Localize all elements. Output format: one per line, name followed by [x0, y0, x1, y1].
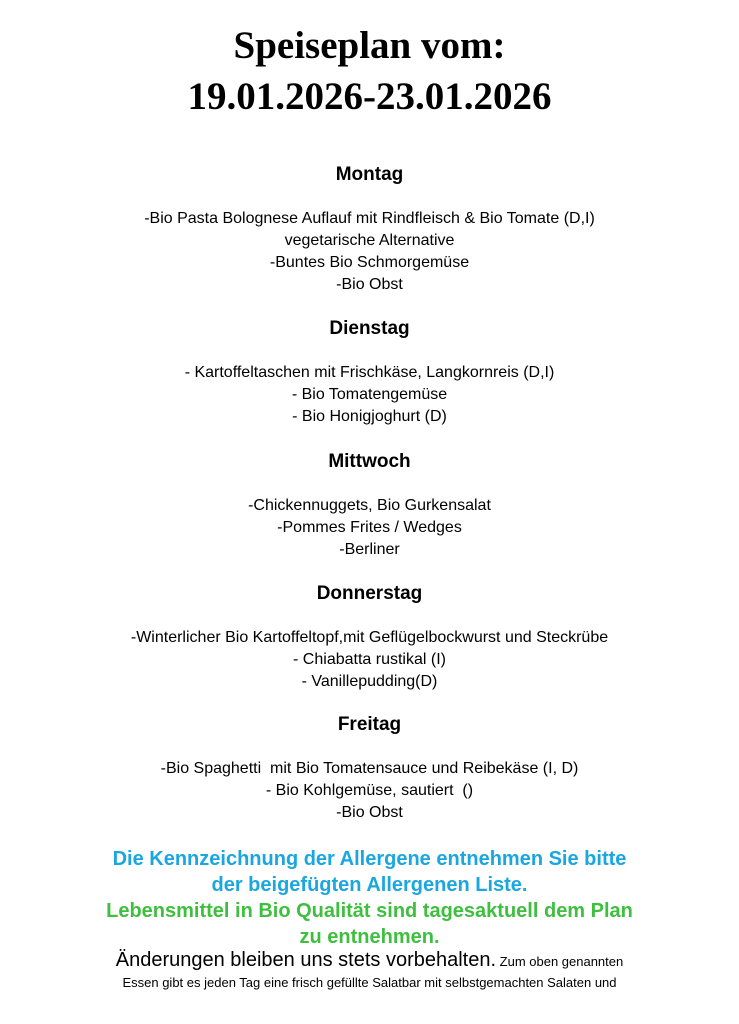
- menu-items: [0, 208, 739, 296]
- day-heading: Mittwoch: [328, 451, 411, 472]
- day-heading: Donnerstag: [316, 583, 423, 604]
- day-section-montag: [0, 164, 739, 296]
- menu-item: -Bio Obst: [336, 804, 403, 821]
- salad-bar-note: Essen gibt es jeden Tag eine frisch gefüllte Salatbar mit selbstgemachten Salaten und: [122, 975, 617, 990]
- allergen-note-line-2: der beigefügten Allergenen Liste.: [211, 874, 528, 896]
- menu-items: [0, 362, 739, 428]
- day-section-freitag: [0, 714, 739, 824]
- day-section-dienstag: [0, 318, 739, 428]
- menu-item: -Berliner: [339, 541, 400, 558]
- page-title-line-1: Speiseplan vom:: [233, 24, 506, 67]
- changes-note-main: Änderungen bleiben uns stets vorbehalten.: [115, 949, 497, 971]
- menu-item: - Kartoffeltaschen mit Frischkäse, Langkornreis (D,I): [184, 364, 555, 381]
- menu-items: [0, 627, 739, 693]
- page-title-date-range: 19.01.2026-23.01.2026: [187, 75, 552, 118]
- menu-item: -Winterlicher Bio Kartoffeltopf,mit Geflügelbockwurst und Steckrübe: [130, 629, 609, 646]
- menu-item: - Bio Honigjoghurt (D): [292, 408, 447, 425]
- changes-note: [0, 950, 739, 972]
- menu-item: - Vanillepudding(D): [301, 673, 438, 690]
- menu-item: -Pommes Frites / Wedges: [277, 519, 462, 536]
- day-heading: Dienstag: [329, 318, 410, 339]
- day-heading: Freitag: [337, 714, 402, 735]
- footer-notes: [0, 846, 739, 993]
- menu-items: [0, 495, 739, 561]
- menu-item: -Buntes Bio Schmorgemüse: [269, 254, 470, 271]
- allergen-note-line-1: Die Kennzeichnung der Allergene entnehmen Sie bitte: [112, 848, 627, 870]
- changes-note-tail: Zum oben genannten: [496, 954, 624, 969]
- menu-item: -Bio Spaghetti mit Bio Tomatensauce und Reibekäse (I, D): [160, 760, 579, 777]
- menu-item: -Bio Pasta Bolognese Auflauf mit Rindfleisch & Bio Tomate (D,I): [144, 210, 595, 227]
- menu-items: [0, 758, 739, 824]
- menu-item: -Bio Obst: [336, 276, 403, 293]
- menu-item: vegetarische Alternative: [284, 232, 455, 249]
- day-heading: Montag: [335, 164, 404, 185]
- menu-item: - Bio Kohlgemüse, sautiert (): [265, 782, 474, 799]
- bio-note-line-2: zu entnehmen.: [299, 926, 440, 948]
- menu-item: -Chickennuggets, Bio Gurkensalat: [248, 497, 491, 514]
- day-section-mittwoch: [0, 451, 739, 561]
- day-section-donnerstag: [0, 583, 739, 693]
- bio-note-line-1: Lebensmittel in Bio Qualität sind tagesaktuell dem Plan: [106, 900, 633, 922]
- menu-item: - Chiabatta rustikal (I): [293, 651, 446, 668]
- menu-item: - Bio Tomatengemüse: [291, 386, 448, 403]
